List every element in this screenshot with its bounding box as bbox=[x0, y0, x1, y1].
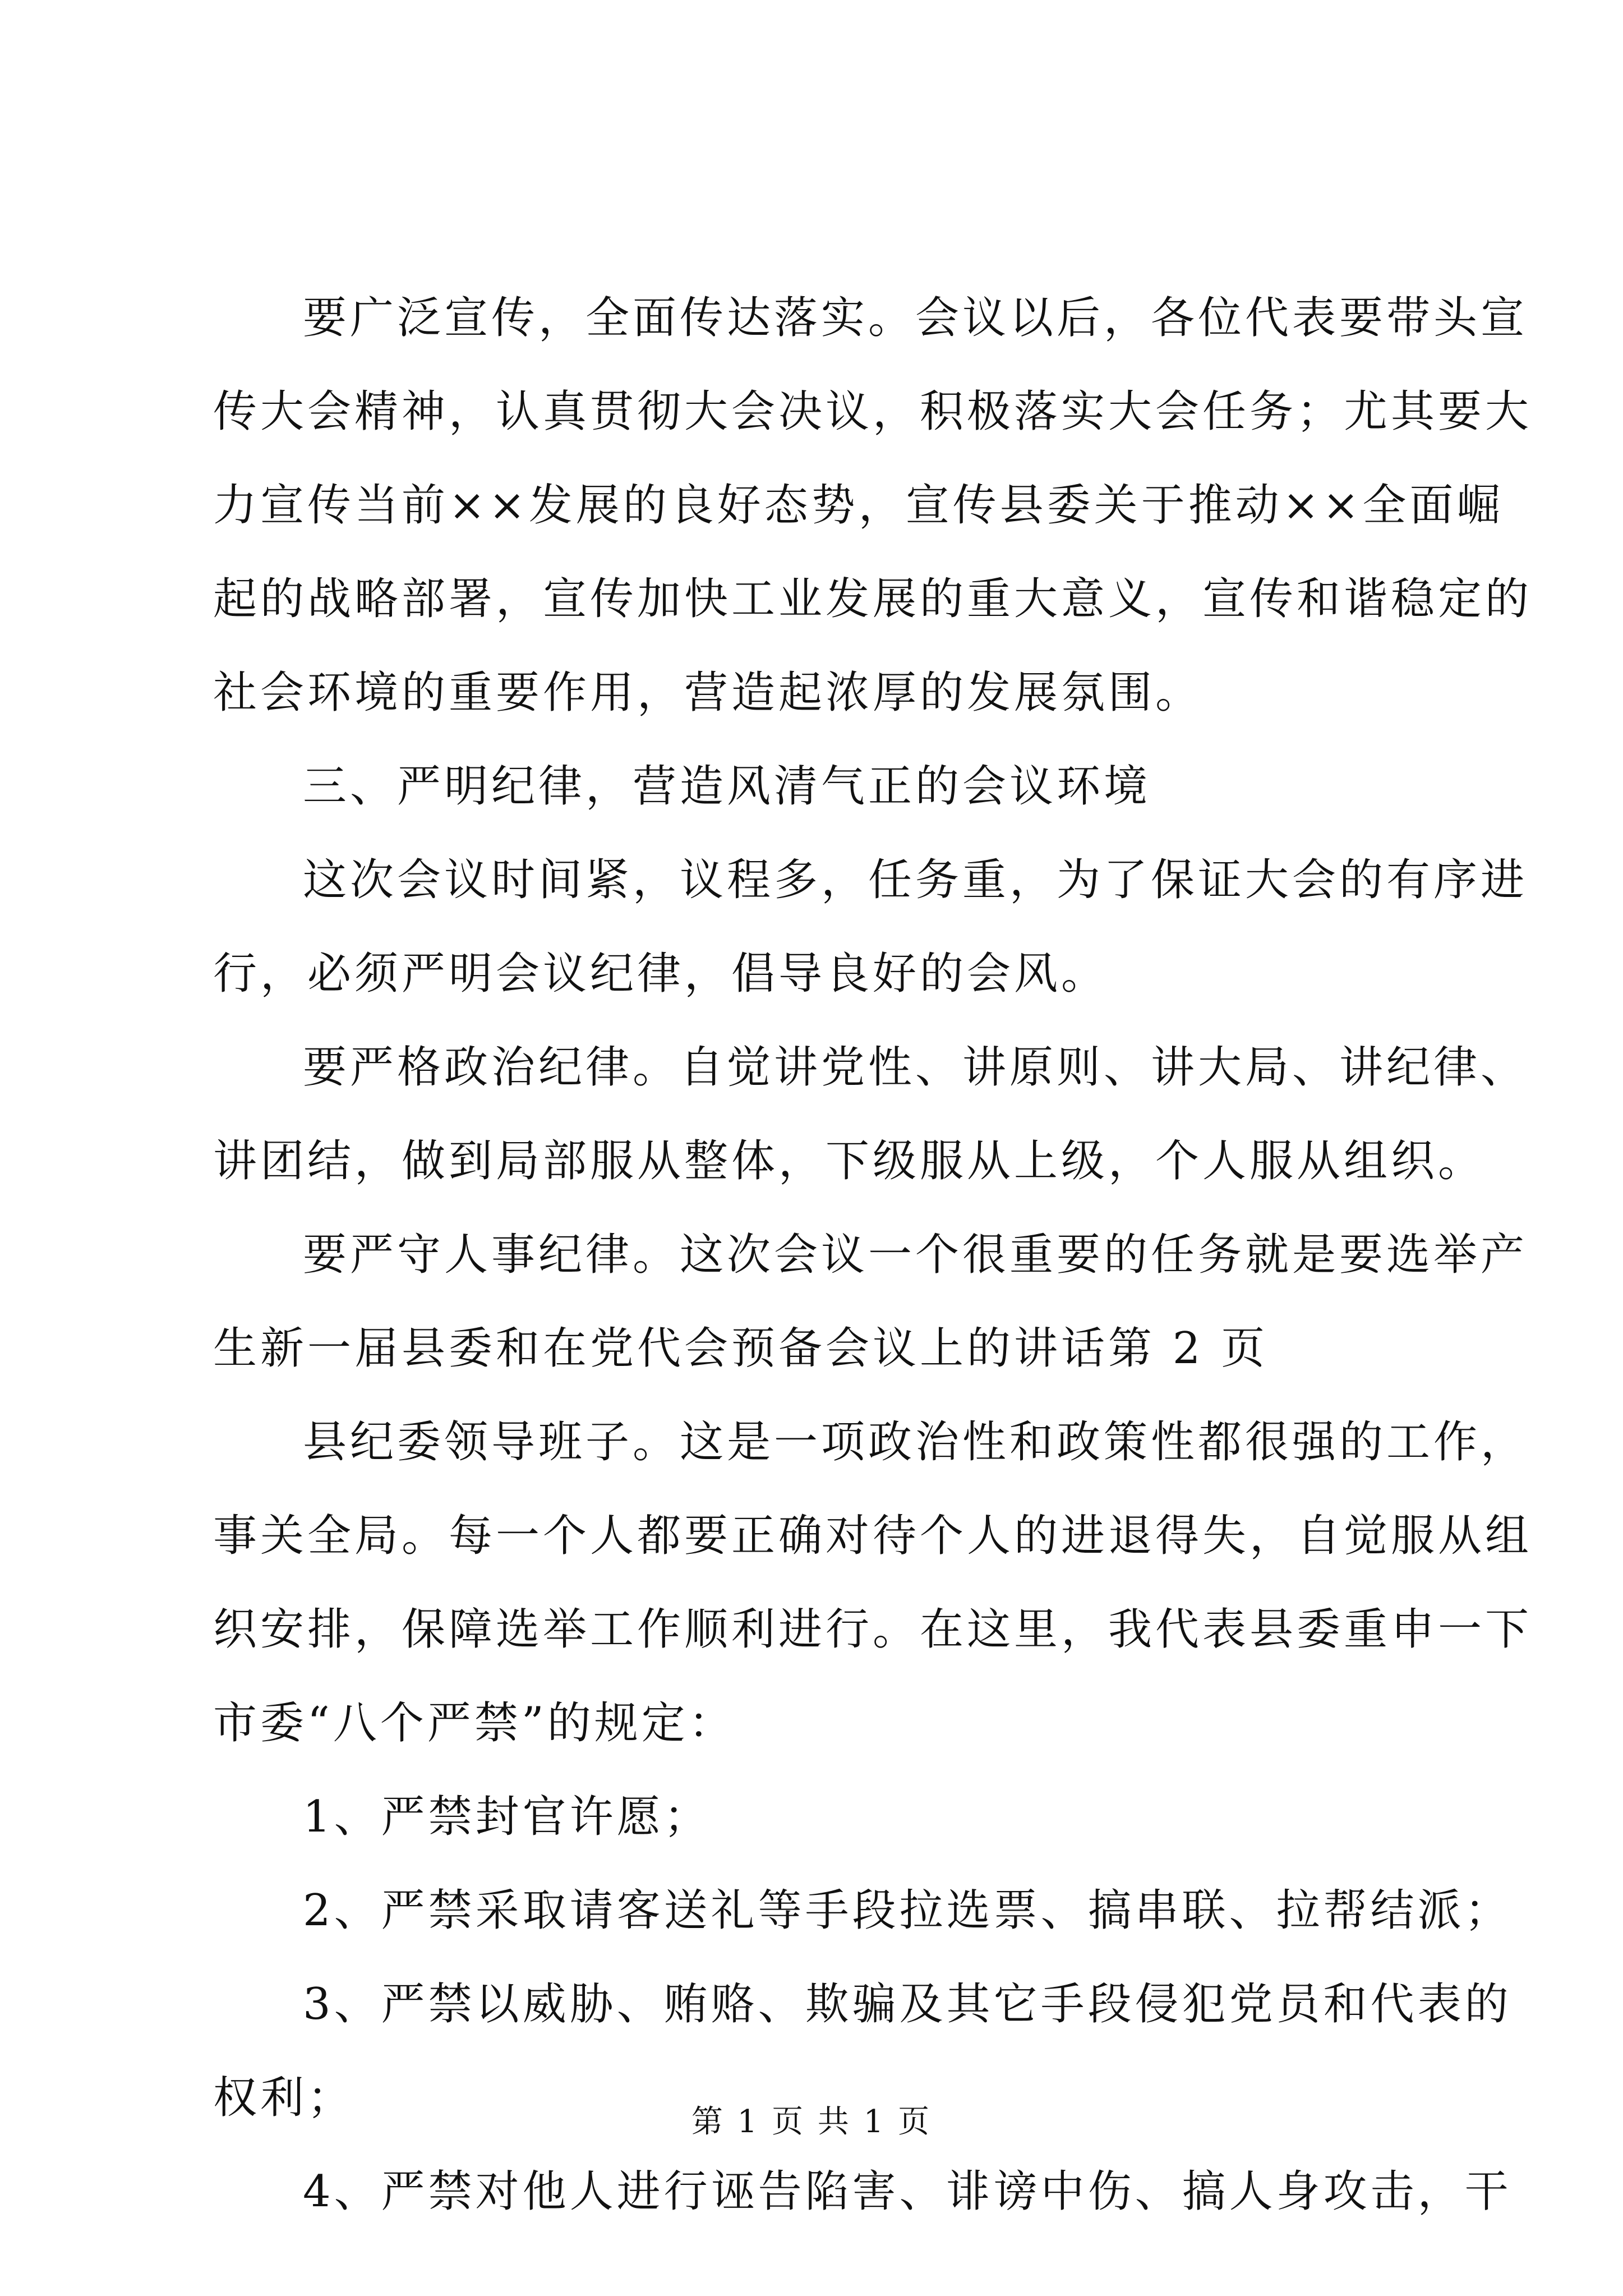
paragraph-line: 传大会精神，认真贯彻大会决议，积极落实大会任务；尤其要大 bbox=[213, 386, 1533, 437]
paragraph-line: 市委“八个严禁”的规定： bbox=[213, 1698, 736, 1749]
document-body bbox=[213, 292, 1533, 2259]
section-heading: 三、严明纪律，营造风清气正的会议环境 bbox=[303, 761, 1151, 812]
list-item: 3、严禁以威胁、贿赂、欺骗及其它手段侵犯党员和代表的 bbox=[303, 1979, 1512, 2030]
list-item-continuation: 权利； bbox=[213, 2073, 355, 2123]
paragraph-line: 社会环境的重要作用，营造起浓厚的发展氛围。 bbox=[213, 668, 1203, 718]
paragraph-line: 讲团结，做到局部服从整体，下级服从上级，个人服从组织。 bbox=[213, 1136, 1486, 1186]
list-item: 1、严禁封官许愿； bbox=[303, 1792, 711, 1842]
paragraph-line: 这次会议时间紧，议程多，任务重，为了保证大会的有序进 bbox=[303, 855, 1528, 905]
paragraph-line: 起的战略部署，宣传加快工业发展的重大意义，宣传和谐稳定的 bbox=[213, 574, 1533, 624]
paragraph-line: 事关全局。每一个人都要正确对待个人的进退得失，自觉服从组 bbox=[213, 1511, 1533, 1561]
paragraph-line: 生新一届县委和在党代会预备会议上的讲话第 2 页 bbox=[213, 1323, 1269, 1374]
page-number-footer: 第 1 页 共 1 页 bbox=[691, 2104, 932, 2140]
paragraph-line: 力宣传当前××发展的良好态势，宣传县委关于推动××全面崛 bbox=[213, 480, 1504, 531]
list-item: 4、严禁对他人进行诬告陷害、诽谤中伤、搞人身攻击，干 bbox=[303, 2166, 1512, 2217]
paragraph-line: 县纪委领导班子。这是一项政治性和政策性都很强的工作， bbox=[303, 1417, 1528, 1467]
paragraph-line: 要严格政治纪律。自觉讲党性、讲原则、讲大局、讲纪律、 bbox=[303, 1042, 1528, 1093]
paragraph-line: 行，必须严明会议纪律，倡导良好的会风。 bbox=[213, 949, 1109, 999]
list-item: 2、严禁采取请客送礼等手段拉选票、搞串联、拉帮结派； bbox=[303, 1885, 1512, 1936]
paragraph-line: 要广泛宣传，全面传达落实。会议以后，各位代表要带头宣 bbox=[303, 293, 1528, 343]
paragraph-line: 织安排，保障选举工作顺利进行。在这里，我代表县委重申一下 bbox=[213, 1604, 1533, 1655]
paragraph-line: 要严守人事纪律。这次会议一个很重要的任务就是要选举产 bbox=[303, 1230, 1528, 1280]
